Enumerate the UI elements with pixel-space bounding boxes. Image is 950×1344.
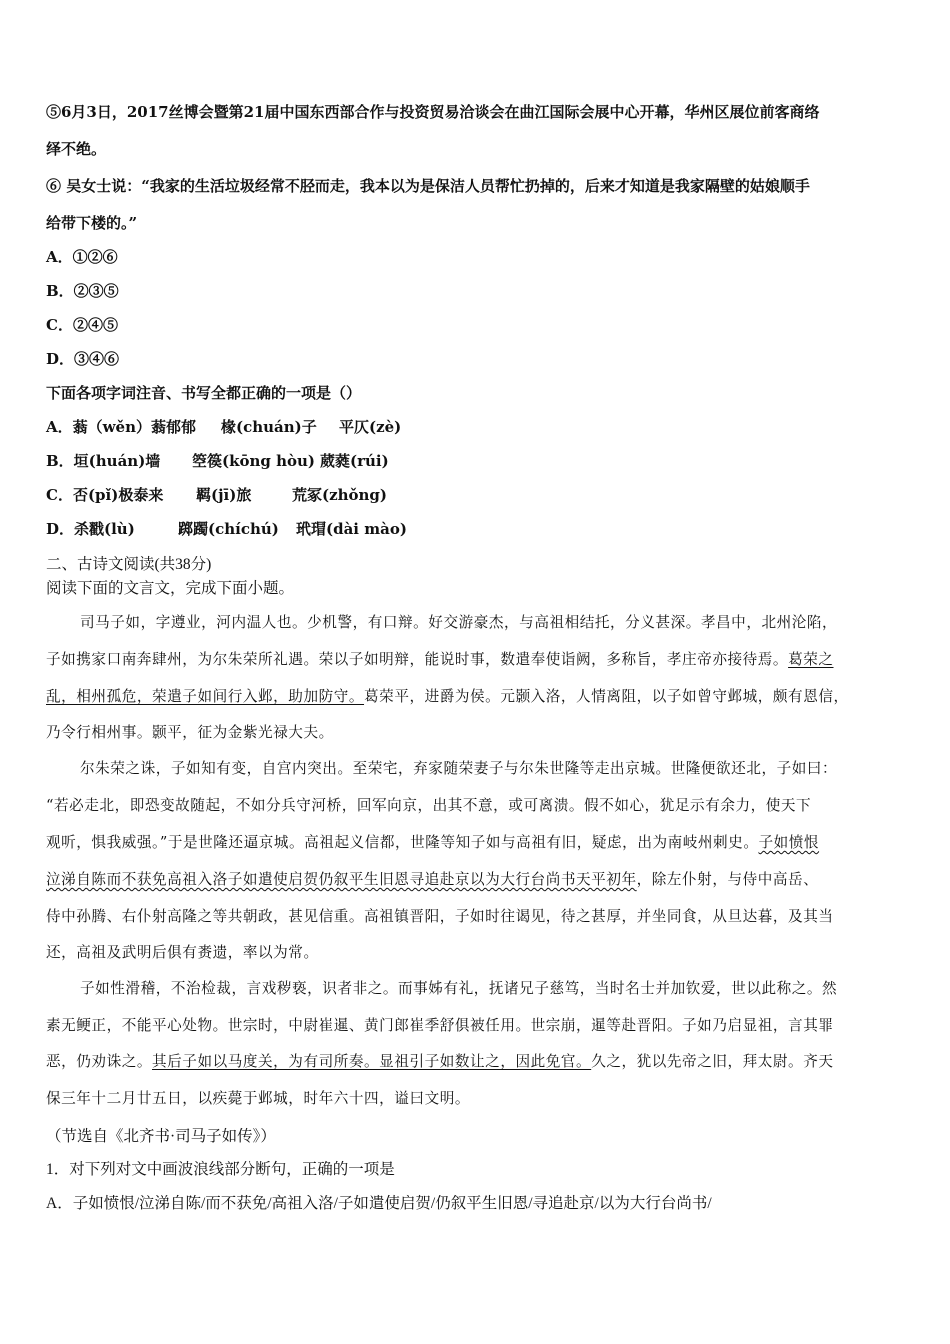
passage-p2-line-5: 侍中孙腾、右仆射高隆之等共朝政，甚见信重。高祖镇晋阳，子如时往谒见，待之甚厚，并坐同食，从旦达暮，及其当 xyxy=(46,908,834,925)
question-1-stem: 1．对下列对文中画波浪线部分断句，正确的一项是 xyxy=(46,1161,395,1178)
wavy-underlined-end: 泣涕自陈而不获免高祖入洛子如遣使启贺仍叙平生旧恩寻追赴京以为大行台尚书天平初年 xyxy=(46,871,637,888)
passage-p3-line-3-tail: 久之，犹以先帝之旧，拜太尉。齐天 xyxy=(591,1053,834,1070)
passage-p2-line-6: 还，高祖及武明后俱有赉遗，率以为常。 xyxy=(46,944,319,961)
pinyin-option-b-3: 葳蕤(rúi) xyxy=(320,452,389,470)
pinyin-option-b-1: B．垣(huán)墙 xyxy=(46,452,161,470)
pinyin-option-c-1: C．否(pǐ)极泰来 xyxy=(46,486,164,504)
question-1-option-a: A．子如愤恨/泣涕自陈/而不获免/高祖入洛/子如遣使启贺/仍叙平生旧恩/寻追赴京/以为大行台尚书/ xyxy=(46,1195,712,1212)
passage-p2-line-4-text: ，除左仆射，与侍中高岳、 xyxy=(636,871,819,888)
item-5-line-1: ⑤6月3日，2017丝博会暨第21届中国东西部合作与投资贸易洽谈会在曲江国际会展中心开幕，华州区展位前客商络 xyxy=(46,103,820,121)
passage-p2-line-1: 尔朱荣之诛，子如知有变，自宫内突出。至荣宅，弃家随荣妻子与尔朱世隆等走出京城。世隆便欲还北，子如曰： xyxy=(80,760,838,777)
passage-p3-line-1: 子如性滑稽，不治检裁，言戏秽亵，识者非之。而事姊有礼，抚诸兄子慈笃，当时名士并加钦爱，世以此称之。然 xyxy=(80,980,838,997)
option-b: B．②③⑤ xyxy=(46,282,119,300)
pinyin-option-a-2: 椽(chuán)子 xyxy=(221,418,317,436)
pinyin-option-a-1: A．蓊（wěn）蓊郁郁 xyxy=(46,418,197,436)
passage-p2-line-3-text: 观听，惧我威强。”于是世隆还逼京城。高祖起义信都，世隆等知子如与高祖有旧，疑虑，出为南岐州刺史。 xyxy=(46,834,759,851)
passage-p3-line-4: 保三年十二月廿五日，以疾薨于邺城，时年六十四，谥曰文明。 xyxy=(46,1090,471,1107)
passage-p1-line-2 xyxy=(46,648,834,669)
passage-p1-line-4: 乃令行相州事。颢平，征为金紫光禄大夫。 xyxy=(46,724,334,741)
passage-p1-line-2-text: 子如携家口南奔肆州，为尔朱荣所礼遇。荣以子如明辩，能说时事，数遣奉使诣阙，多称旨，孝庄帝亦接待焉。 xyxy=(46,651,789,668)
underlined-sentence-start: 葛荣之 xyxy=(788,651,834,668)
option-a: A．①②⑥ xyxy=(46,248,118,266)
pinyin-option-d-1: D．杀戳(lù) xyxy=(46,520,135,538)
pinyin-option-d-3: 玳瑁(dài mào) xyxy=(296,520,407,538)
pinyin-question-stem: 下面各项字词注音、书写全都正确的一项是（） xyxy=(46,384,362,402)
pinyin-option-b-2: 箜篌(kōng hòu) xyxy=(192,452,316,470)
passage-p1-line-3-text: 葛荣平，进爵为侯。元颢入洛，人情离阻，以子如曾守邺城，颇有恩信， xyxy=(364,688,849,705)
passage-p2-line-2: “若必走北，即恐变故随起，不如分兵守河桥，回军向京，出其不意，或可离溃。假不如心，犹足示有余力，使天下 xyxy=(46,797,812,814)
pinyin-option-a-3: 平仄(zè) xyxy=(339,418,402,436)
underlined-sentence-end: 乱，相州孤危，荣遣子如间行入邺，助加防守。 xyxy=(46,688,365,705)
passage-p1-line-3 xyxy=(46,685,849,706)
passage-p2-line-3 xyxy=(46,831,819,852)
pinyin-option-c-2: 羁(jī)旅 xyxy=(196,486,252,504)
pinyin-option-c-3: 荒冢(zhǒng) xyxy=(292,486,388,504)
option-c: C．②④⑤ xyxy=(46,316,118,334)
passage-source: （节选自《北齐书·司马子如传》） xyxy=(46,1128,276,1145)
option-d: D．③④⑥ xyxy=(46,350,120,368)
item-6-line-1: ⑥ 吴女士说：“我家的生活垃圾经常不胫而走，我本以为是保洁人员帮忙扔掉的，后来才知道是我家隔壁的姑娘顺手 xyxy=(46,177,810,195)
passage-p3-line-3-text: 恶，仍劝诛之。 xyxy=(46,1053,153,1070)
pinyin-option-d-2: 踯躅(chíchú) xyxy=(178,520,279,538)
wavy-underlined-start: 子如愤恨 xyxy=(758,834,820,851)
passage-p2-line-4 xyxy=(46,868,818,889)
passage-p3-line-3 xyxy=(46,1050,834,1071)
item-6-line-2: 给带下楼的。” xyxy=(46,214,138,232)
passage-p3-line-2: 素无鲠正，不能平心处物。世宗时，中尉崔暹、黄门郎崔季舒俱被任用。世宗崩，暹等赴晋阳。子如乃启显祖，言其罪 xyxy=(46,1017,834,1034)
section-heading: 二、古诗文阅读(共38分) xyxy=(46,556,212,573)
underlined-sentence-2: 其后子如以马度关，为有司所奏。显祖引子如数让之，因此免官。 xyxy=(152,1053,592,1070)
passage-p1-line-1: 司马子如，字遵业，河内温人也。少机警，有口辩。好交游豪杰，与高祖相结托，分义甚深。孝昌中，北州沦陷， xyxy=(80,614,838,631)
section-instruction: 阅读下面的文言文，完成下面小题。 xyxy=(46,580,295,597)
item-5-line-2: 绎不绝。 xyxy=(46,140,107,158)
